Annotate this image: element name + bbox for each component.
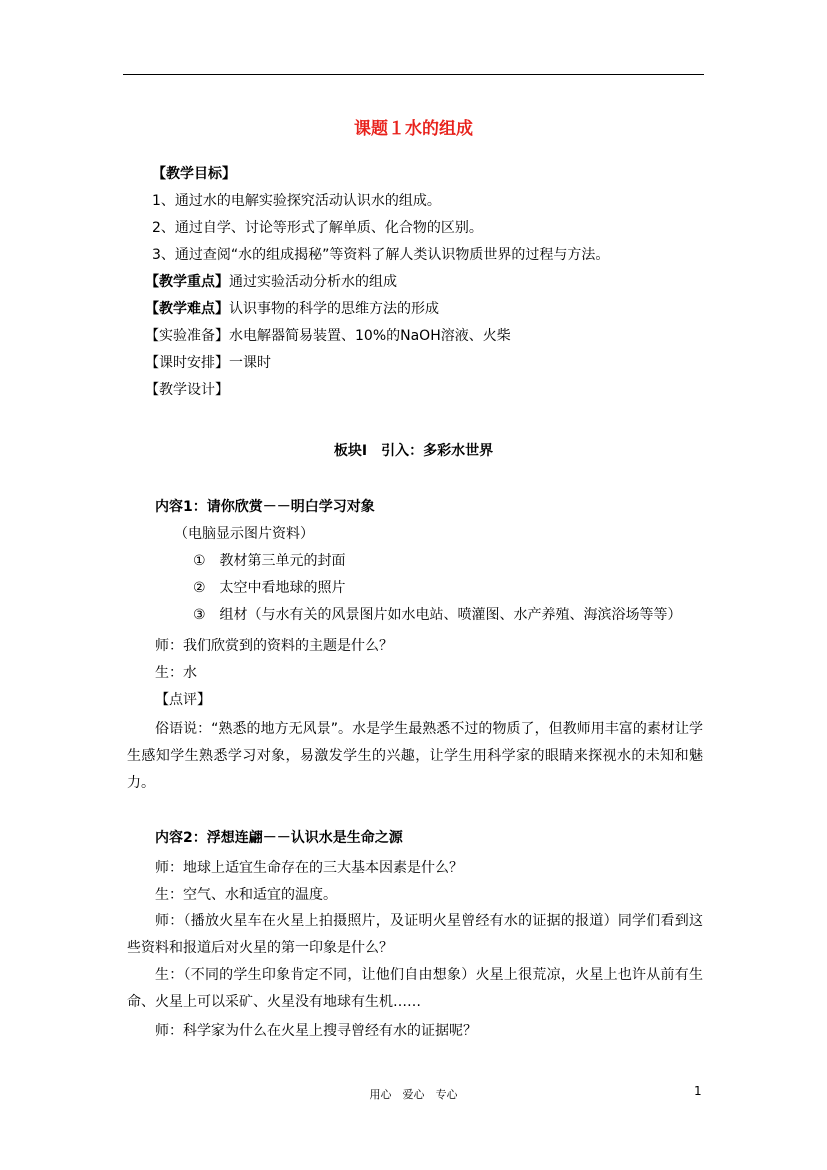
footer-text: 用心 爱心 专心 bbox=[369, 1088, 458, 1101]
content1-heading: 内容1：请你欣赏－－明白学习对象 bbox=[155, 499, 375, 515]
page-title: 课题１水的组成 bbox=[354, 119, 473, 139]
content1-item-1: ① 教材第三单元的封面 bbox=[193, 553, 346, 569]
key-point-text: 通过实验活动分析水的组成 bbox=[229, 274, 397, 290]
header-rule bbox=[123, 74, 704, 75]
content1-item-2: ② 太空中看地球的照片 bbox=[193, 580, 346, 596]
content1-note: （电脑显示图片资料） bbox=[174, 526, 314, 542]
preparation bbox=[145, 326, 511, 346]
difficulty bbox=[145, 299, 439, 319]
goals-heading: 【教学目标】 bbox=[152, 166, 236, 182]
content2-teacher-2: 师：（播放火星车在火星上拍摄照片，及证明火星曾经有水的证据的报道）同学们看到这些资料和报道后对火星的第一印象是什么？ bbox=[127, 913, 703, 956]
schedule-label: 【课时安排】 bbox=[145, 355, 229, 371]
content2-teacher-3: 师：科学家为什么在火星上搜寻曾经有水的证据呢？ bbox=[155, 1023, 477, 1039]
difficulty-text: 认识事物的科学的思维方法的形成 bbox=[229, 301, 439, 317]
section-heading: 板块Ⅰ 引入：多彩水世界 bbox=[333, 443, 494, 459]
schedule bbox=[145, 353, 271, 373]
goal-item-2: 2、通过自学、讨论等形式了解单质、化合物的区别。 bbox=[152, 220, 483, 236]
preparation-label: 【实验准备】 bbox=[145, 328, 229, 344]
design-heading: 【教学设计】 bbox=[145, 382, 229, 398]
goal-item-3: 3、通过查阅“水的组成揭秘”等资料了解人类认识物质世界的过程与方法。 bbox=[152, 247, 610, 263]
schedule-text: 一课时 bbox=[229, 355, 271, 371]
content2-student-2: 生：（不同的学生印象肯定不同，让他们自由想象）火星上很荒凉，火星上也许从前有生命、火星上可以采矿、火星没有地球有生机…… bbox=[127, 967, 703, 1010]
key-point-label: 【教学重点】 bbox=[145, 274, 229, 290]
content1-comment-label: 【点评】 bbox=[155, 692, 211, 708]
difficulty-label: 【教学难点】 bbox=[145, 301, 229, 317]
content1-teacher: 师：我们欣赏到的资料的主题是什么？ bbox=[155, 638, 393, 654]
content1-comment: 俗语说：“熟悉的地方无风景”。水是学生最熟悉不过的物质了，但教师用丰富的素材让学生感知学生熟悉学习对象，易激发学生的兴趣，让学生用科学家的眼睛来探视水的未知和魅力。 bbox=[127, 721, 703, 791]
content2-teacher-1: 师：地球上适宜生命存在的三大基本因素是什么？ bbox=[155, 860, 463, 876]
goal-item-1: 1、通过水的电解实验探究活动认识水的组成。 bbox=[152, 193, 441, 209]
content2-heading: 内容2：浮想连翩－－认识水是生命之源 bbox=[155, 830, 403, 846]
page-number: 1 bbox=[694, 1084, 702, 1098]
preparation-text: 水电解器简易装置、10%的NaOH溶液、火柴 bbox=[229, 328, 511, 344]
content1-student: 生：水 bbox=[155, 665, 197, 681]
content2-student-1: 生：空气、水和适宜的温度。 bbox=[155, 887, 337, 903]
key-point bbox=[145, 272, 397, 292]
content1-item-3: ③ 组材（与水有关的风景图片如水电站、喷灌图、水产养殖、海滨浴场等等） bbox=[193, 607, 682, 623]
